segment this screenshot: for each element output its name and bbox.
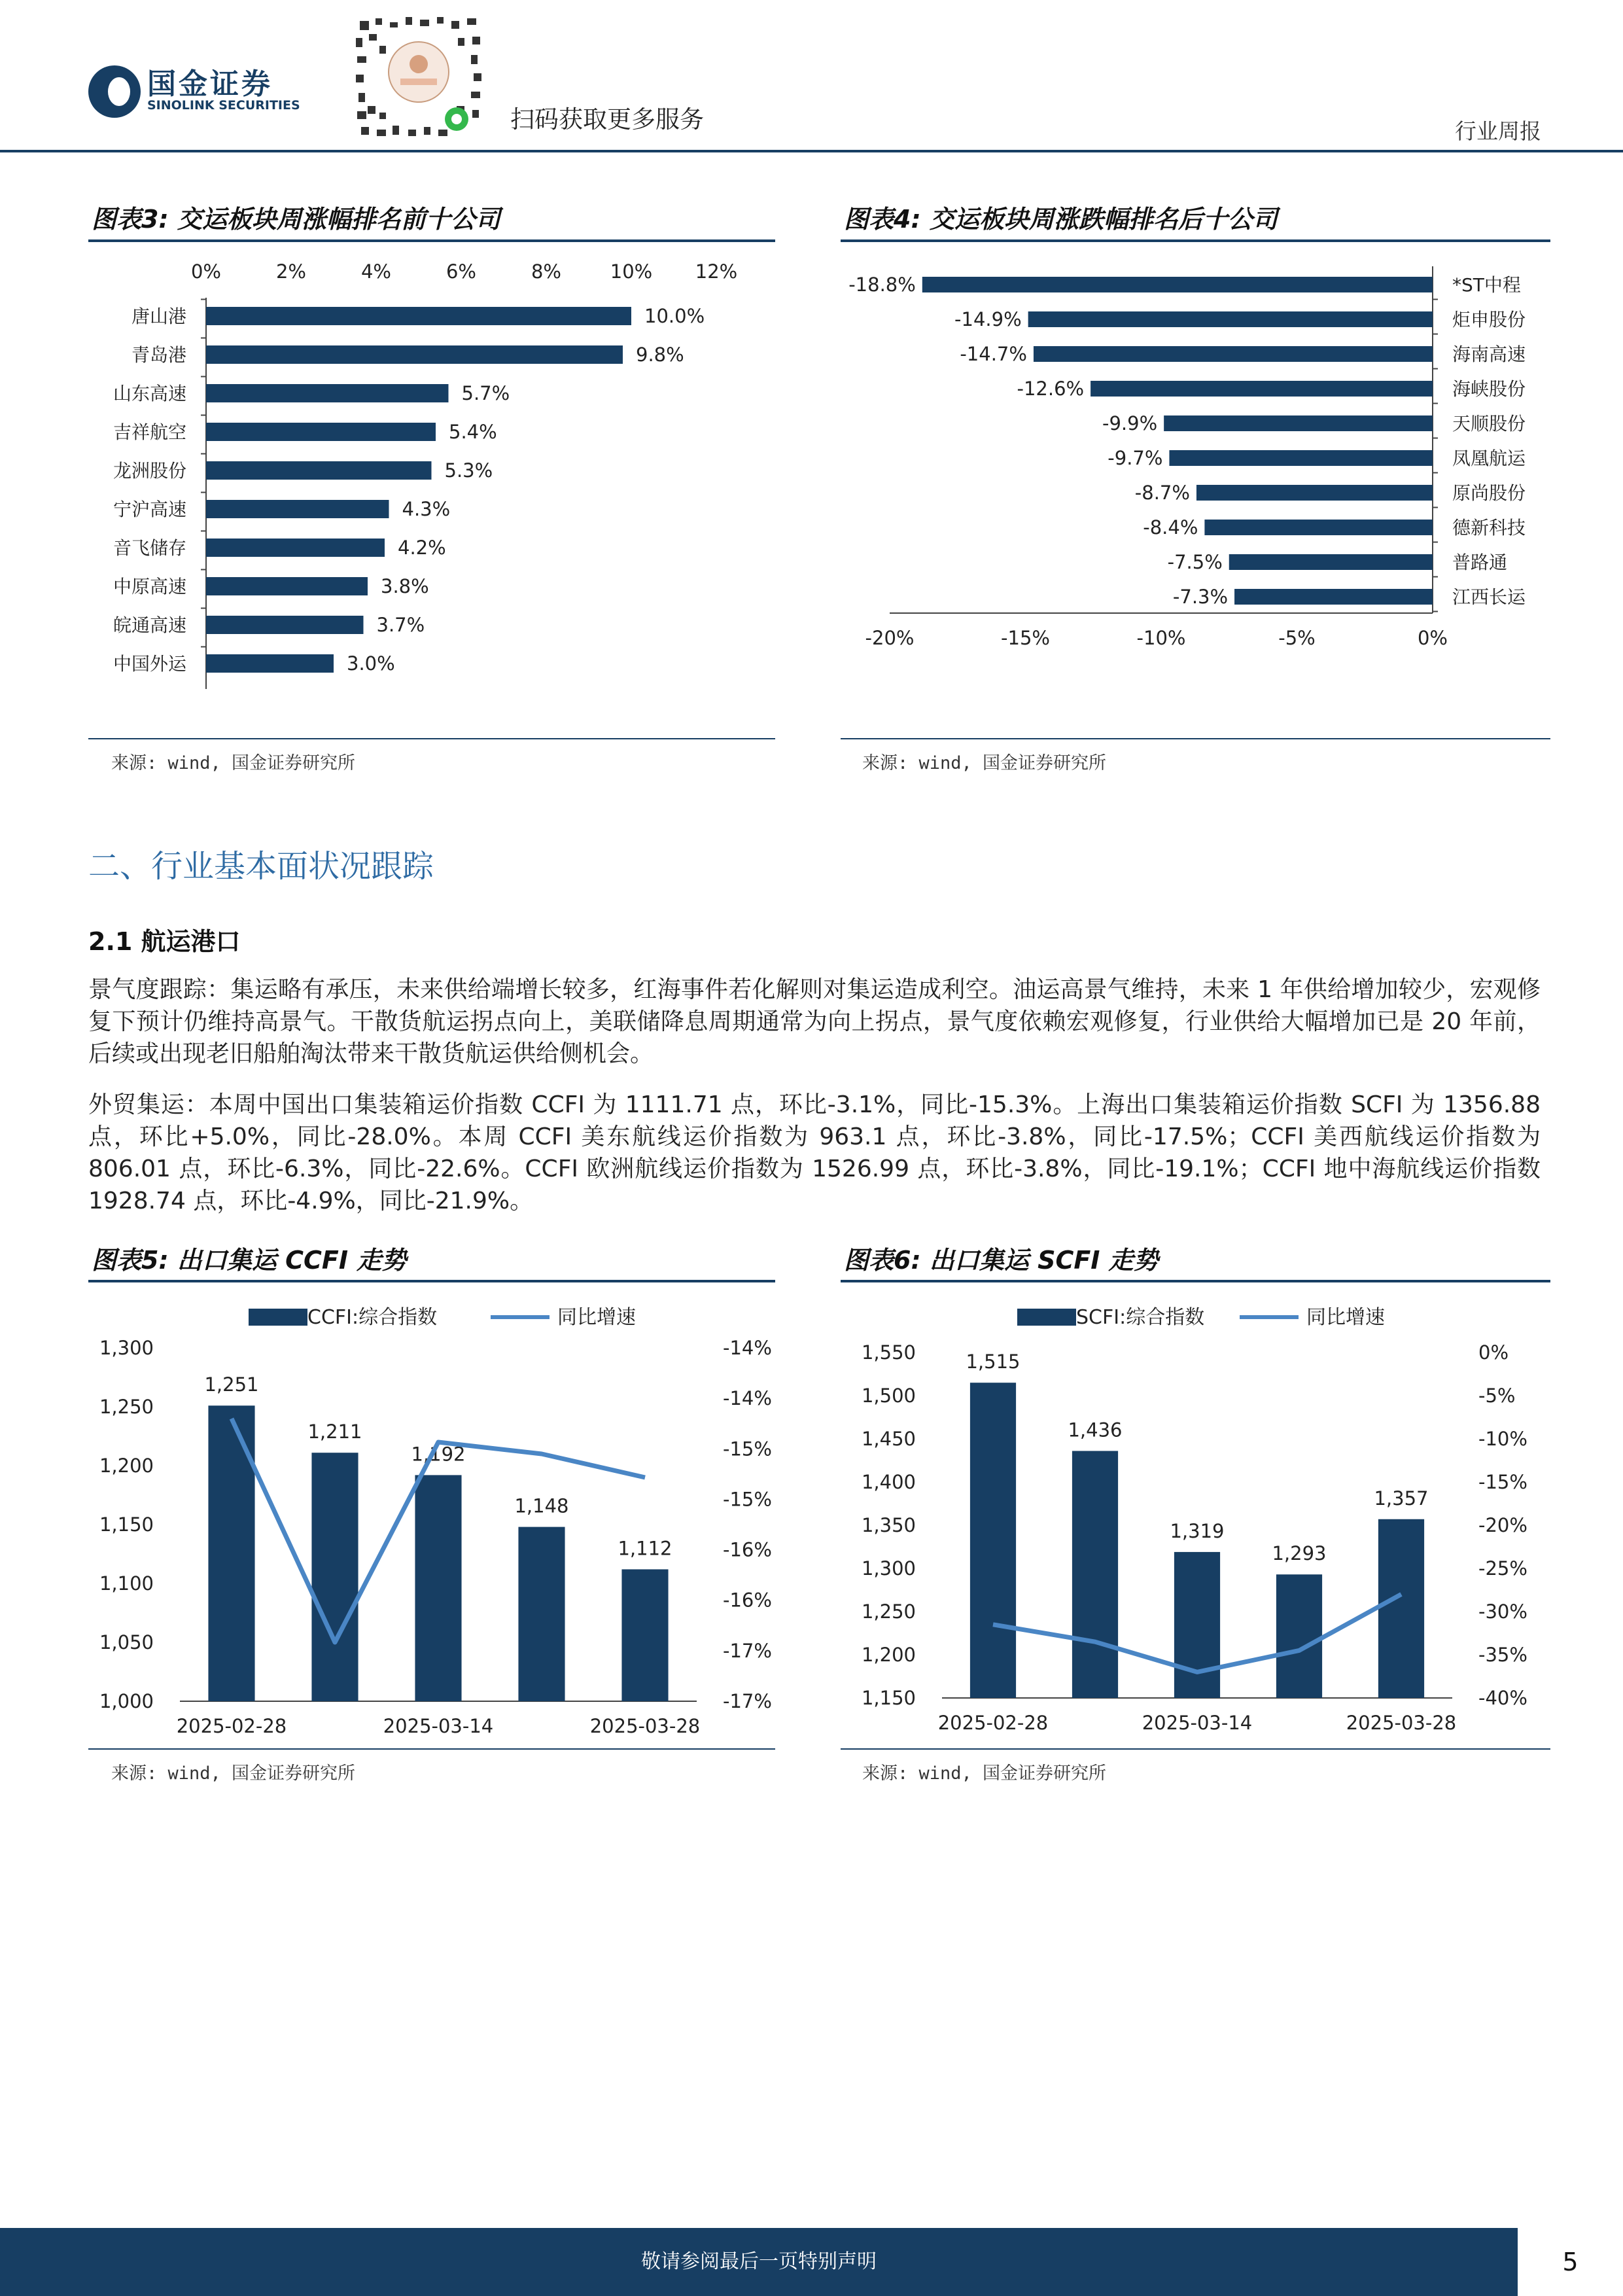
fig4-bar-label: -18.8% [848,274,916,296]
fig6-legend-line-label: 同比增速 [1306,1306,1385,1329]
fig3-category-label: 龙洲股份 [113,460,186,482]
fig5-legend-line-label: 同比增速 [557,1306,636,1329]
fig4-bar [1234,589,1433,605]
fig6-y-tick: 1,300 [861,1557,916,1580]
fig4-bar [1164,415,1433,431]
fig4-chart [841,245,1550,671]
qr-code-icon[interactable] [353,14,484,139]
fig6-y2-tick: -5% [1478,1385,1516,1407]
fig6-y-tick: 1,450 [861,1428,916,1450]
fig5-y-tick: 1,050 [99,1631,154,1653]
page-number: 5 [1562,2248,1579,2276]
fig4-bar-label: -8.7% [1134,482,1190,504]
fig3-title: 图表3: 交运板块周涨幅排名前十公司 [92,205,500,234]
fig4-category-label: *ST中程 [1452,274,1521,296]
fig4-bar-label: -9.9% [1102,412,1158,434]
fig3-bar [206,577,368,595]
fig4-category-label: 海峡股份 [1452,378,1526,400]
fig5-y2-tick: -16% [723,1538,772,1561]
fig5-y2-tick: -14% [723,1337,772,1359]
fig4-x-tick: -5% [1278,627,1316,649]
fig3-x-tick: 6% [445,260,477,283]
fig4-source: 来源: wind, 国金证券研究所 [862,753,1107,773]
fig6-y2-tick: -10% [1478,1428,1527,1450]
fig3-chart [88,245,775,697]
fig6-legend-bar-swatch [1017,1309,1076,1326]
fig4-x-tick: -10% [1136,627,1186,649]
fig5-y-tick: 1,150 [99,1513,154,1536]
fig5-bar-label: 1,251 [204,1373,259,1396]
fig6-bar [1072,1451,1118,1698]
fig4-title: 图表4: 交运板块周涨跌幅排名后十公司 [844,205,1278,234]
fig6-source: 来源: wind, 国金证券研究所 [862,1763,1107,1784]
fig4-bar-label: -12.6% [1017,378,1085,400]
fig6-bar-label: 1,319 [1170,1519,1225,1542]
fig3-category-label: 中原高速 [113,576,186,597]
fig3-bar-label: 5.4% [449,421,497,443]
fig3-bar [206,616,364,634]
fig5-y2-tick: -17% [723,1690,772,1712]
fig5-title: 图表5: 出口集运 CCFI 走势 [92,1246,407,1275]
fig3-category-label: 山东高速 [113,383,186,404]
fig5-bar-label: 1,211 [307,1421,362,1443]
fig5-bar [621,1569,668,1701]
fig6-bar-label: 1,515 [966,1351,1021,1373]
fig3-source: 来源: wind, 国金证券研究所 [111,753,356,773]
fig4-bar [1196,485,1433,501]
fig3-bar [206,307,631,325]
fig3-bar-label: 3.7% [376,614,425,636]
fig5-legend-bar-swatch [249,1309,307,1326]
fig6-y-tick: 1,500 [861,1385,916,1407]
fig5-title-rule [88,1280,775,1282]
fig3-bar-label: 3.8% [381,575,429,597]
logo-cn: 国金证券 [147,67,273,101]
fig3-category-label: 音飞储存 [113,537,186,559]
fig3-bar-label: 10.0% [644,305,705,327]
fig6-x-tick: 2025-03-14 [1142,1712,1253,1734]
report-type: 行业周报 [1455,118,1541,144]
fig5-x-tick: 2025-02-28 [176,1715,287,1737]
fig3-category-label: 皖通高速 [113,614,186,636]
fig4-bar [1034,346,1433,362]
fig3-category-label: 青岛港 [131,344,186,366]
fig6-title-rule [841,1280,1550,1282]
fig4-category-label: 原尚股份 [1452,482,1526,504]
scan-text: 扫码获取更多服务 [510,105,704,133]
fig5-bar-label: 1,192 [411,1443,466,1466]
fig4-bar [1229,554,1433,570]
fig6-x-tick: 2025-02-28 [937,1712,1049,1734]
fig6-bar-label: 1,293 [1272,1542,1327,1565]
fig6-bar-label: 1,357 [1374,1487,1429,1510]
fig4-bar-label: -8.4% [1143,516,1198,539]
fig3-category-label: 中国外运 [113,653,186,675]
fig6-chart [841,1286,1550,1744]
fig4-bar [1091,381,1433,397]
fig4-category-label: 普路通 [1452,552,1508,573]
fig5-y-tick: 1,100 [99,1572,154,1595]
fig5-y2-tick: -15% [723,1438,772,1460]
fig6-y2-tick: -30% [1478,1600,1527,1623]
fig3-category-label: 宁沪高速 [113,499,186,520]
fig3-bottom-rule [88,738,775,739]
fig3-bar [206,345,623,364]
fig5-bottom-rule [88,1748,775,1750]
fig3-bar-label: 5.7% [461,382,510,404]
fig3-bar [206,654,334,673]
fig6-y-tick: 1,250 [861,1600,916,1623]
fig4-category-label: 海南高速 [1452,344,1526,365]
fig5-bar [518,1527,565,1701]
fig4-bar-label: -7.5% [1167,551,1223,573]
fig3-bar-label: 5.3% [444,459,493,482]
fig5-y-tick: 1,000 [99,1690,154,1712]
header-divider [0,150,1623,152]
fig3-bar [206,500,389,518]
fig4-x-tick: -15% [1001,627,1050,649]
fig4-category-label: 天顺股份 [1452,413,1526,434]
fig4-bar [922,277,1433,292]
fig3-bar [206,423,436,441]
fig6-y-tick: 1,400 [861,1471,916,1493]
fig6-legend-bar-label: SCFI:综合指数 [1076,1306,1205,1329]
fig3-x-tick: 0% [190,260,222,283]
fig3-x-tick: 12% [695,260,738,283]
fig6-bottom-rule [841,1748,1550,1750]
fig6-bar [970,1383,1016,1698]
fig5-bar [311,1453,358,1701]
fig6-y-tick: 1,350 [861,1514,916,1536]
fig6-title: 图表6: 出口集运 SCFI 走势 [844,1246,1159,1275]
sub-heading: 2.1 航运港口 [88,927,241,956]
fig6-bar [1276,1574,1322,1698]
fig5-y2-tick: -15% [723,1488,772,1511]
fig5-bar-label: 1,148 [514,1494,569,1517]
fig4-category-label: 炬申股份 [1452,309,1526,330]
fig3-bar-label: 9.8% [636,344,684,366]
fig3-x-tick: 4% [360,260,392,283]
fig4-bar-label: -14.9% [954,308,1022,330]
fig5-source: 来源: wind, 国金证券研究所 [111,1763,356,1784]
fig6-x-tick: 2025-03-28 [1346,1712,1457,1734]
fig3-bar [206,539,385,557]
fig4-bar-label: -9.7% [1108,447,1163,469]
fig3-bar-label: 4.3% [402,498,451,520]
fig5-chart [88,1286,775,1744]
fig3-bar [206,384,449,402]
fig6-y2-tick: -35% [1478,1644,1527,1666]
fig4-category-label: 江西长运 [1452,586,1526,608]
fig6-y2-tick: 0% [1478,1341,1509,1364]
fig6-y2-tick: -15% [1478,1471,1527,1493]
fig4-x-tick: -20% [865,627,915,649]
fig6-bar [1378,1519,1424,1698]
fig5-y-tick: 1,300 [99,1337,154,1359]
logo-en: SINOLINK SECURITIES [147,98,300,113]
fig4-bar [1204,520,1433,535]
fig5-y2-tick: -14% [723,1387,772,1410]
footer-disclaimer[interactable]: 敬请参阅最后一页特别声明 [641,2250,877,2273]
fig3-x-tick: 8% [531,260,562,283]
fig5-bar [415,1475,461,1701]
fig4-category-label: 凤凰航运 [1452,448,1526,469]
fig5-y-tick: 1,200 [99,1455,154,1477]
paragraph-container-shipping: 外贸集运：本周中国出口集装箱运价指数 CCFI 为 1111.71 点，环比-3.1%，同比-15.3%。上海出口集装箱运价指数 SCFI 为 1356.88 点，环比+5.0%，同比-28.0%。本周 CCFI 美东航线运价指数为 963.1 点，环比-3.8%，同比-17.5%；CCFI 美西航线运价指数为 806.01 点，环比-6.3%，同比-22.6%。CCFI 欧洲航线运价指数为 1526.99 点，环比-3.8%，同比-19.1%；CCFI 地中海航线运价指数 1928.74 点，环比-4.9%，同比-21.9%。 [88,1091,1541,1214]
fig6-bar [1174,1552,1220,1698]
fig3-x-tick: 2% [275,260,307,283]
fig3-bar-label: 3.0% [347,652,395,675]
fig6-y-tick: 1,150 [861,1687,916,1709]
fig5-x-tick: 2025-03-28 [589,1715,701,1737]
fig5-legend-bar-label: CCFI:综合指数 [307,1306,438,1329]
fig5-y-tick: 1,250 [99,1396,154,1418]
fig4-title-rule [841,239,1550,242]
fig4-bar-label: -14.7% [960,343,1027,365]
logo-mark [88,65,141,118]
fig4-category-label: 德新科技 [1452,517,1526,539]
fig3-category-label: 唐山港 [131,306,186,327]
fig4-bar [1169,450,1433,466]
fig6-y2-tick: -25% [1478,1557,1527,1580]
fig6-y2-tick: -20% [1478,1514,1527,1536]
fig6-y2-tick: -40% [1478,1687,1527,1709]
fig4-bar-label: -7.3% [1172,586,1229,608]
fig6-y-tick: 1,550 [861,1341,916,1364]
fig6-bar-label: 1,436 [1068,1419,1123,1441]
fig3-category-label: 吉祥航空 [113,421,186,443]
fig3-bar-label: 4.2% [398,537,446,559]
fig5-bar-label: 1,112 [618,1537,672,1560]
fig5-x-tick: 2025-03-14 [383,1715,494,1737]
fig4-bottom-rule [841,738,1550,739]
fig5-y2-tick: -16% [723,1589,772,1612]
fig3-bar [206,461,432,480]
fig3-title-rule [88,239,775,242]
fig4-x-tick: 0% [1417,627,1448,649]
fig6-y-tick: 1,200 [861,1644,916,1666]
fig3-x-tick: 10% [610,260,653,283]
paragraph-outlook: 景气度跟踪：集运略有承压，未来供给端增长较多，红海事件若化解则对集运造成利空。油运高景气维持，未来 1 年供给增加较少，宏观修复下预计仍维持高景气。干散货航运拐点向上，美联储降息周期通常为向上拐点，景气度依赖宏观修复，行业供给大幅增加已是 20 年前，后续或出现老旧船舶淘汰带来干散货航运供给侧机会。 [88,976,1541,1067]
section-heading: 二、行业基本面状况跟踪 [88,848,434,885]
fig4-bar [1028,311,1433,327]
fig5-y2-tick: -17% [723,1639,772,1662]
